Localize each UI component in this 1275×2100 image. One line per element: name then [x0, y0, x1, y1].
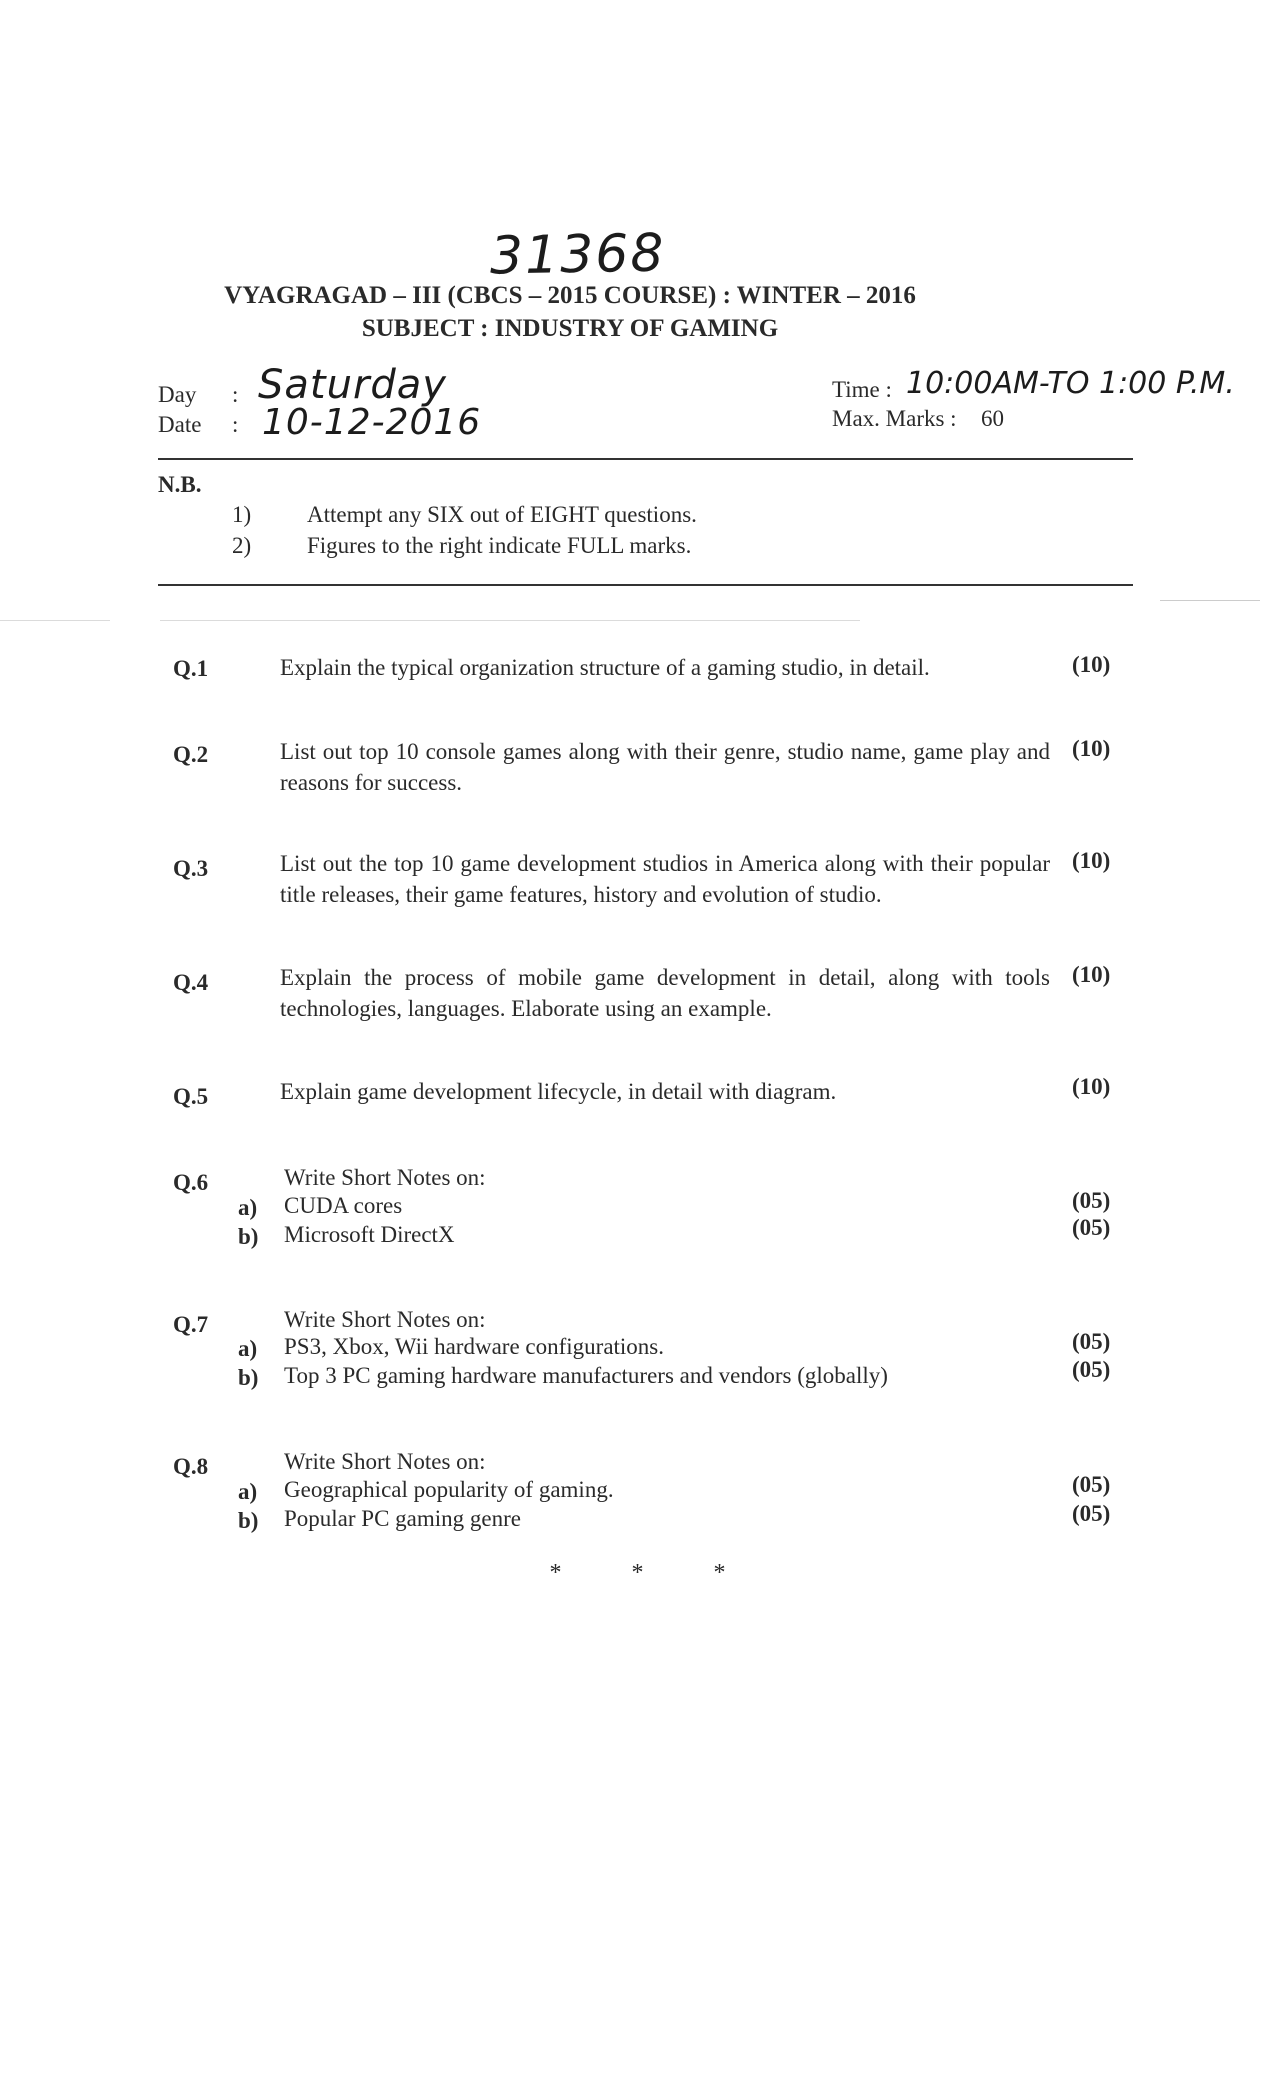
subject-title: SUBJECT : INDUSTRY OF GAMING — [361, 315, 779, 342]
subpart-text: Geographical popularity of gaming. — [284, 1477, 614, 1502]
subpart-text: PS3, Xbox, Wii hardware configurations. — [284, 1334, 665, 1359]
date-colon: : — [232, 412, 239, 437]
max-marks-value: 60 — [981, 406, 1004, 431]
subpart-label: b) — [238, 1508, 259, 1533]
question-marks: (10) — [1072, 848, 1111, 873]
subpart-marks: (05) — [1072, 1188, 1111, 1213]
subpart-marks: (05) — [1072, 1215, 1111, 1240]
question-text: Write Short Notes on: — [284, 1307, 486, 1332]
day-value: Saturday — [258, 362, 447, 408]
subpart-marks: (05) — [1072, 1329, 1111, 1354]
question-number: Q.4 — [173, 970, 209, 995]
question-marks: (10) — [1072, 652, 1111, 677]
subpart-marks: (05) — [1072, 1501, 1111, 1526]
question-marks: (10) — [1072, 1074, 1111, 1099]
question-text: Explain the typical organization structure of a gaming studio, in detail. — [280, 655, 930, 680]
question-number: Q.3 — [173, 856, 209, 881]
question-text: List out top 10 console games along with their genre, studio name, game play and reasons for success. — [280, 739, 1050, 795]
question-number: Q.1 — [173, 656, 209, 681]
subpart-text: CUDA cores — [284, 1193, 403, 1218]
subpart-marks: (05) — [1072, 1472, 1111, 1497]
instruction-number: 1) — [232, 502, 252, 527]
question-number: Q.5 — [173, 1084, 209, 1109]
paper-code: 31368 — [489, 223, 666, 287]
question-marks: (10) — [1072, 736, 1111, 761]
time-value: 10:00AM-TO 1:00 P.M. — [906, 366, 1235, 401]
time-label: Time : — [832, 377, 892, 402]
question-text: Explain game development lifecycle, in detail with diagram. — [280, 1079, 837, 1104]
date-label: Date — [158, 412, 202, 437]
date-value: 10-12-2016 — [262, 402, 482, 443]
instruction-number: 2) — [232, 533, 252, 558]
question-number: Q.8 — [173, 1454, 209, 1479]
question-text: List out the top 10 game development studios in America along with their popular title releases, their game features, history and evolution of studio. — [280, 851, 1050, 907]
scan-mark — [1160, 600, 1260, 601]
subpart-text: Microsoft DirectX — [284, 1222, 455, 1247]
scan-mark — [0, 620, 110, 621]
subpart-marks: (05) — [1072, 1357, 1111, 1382]
day-label: Day — [158, 382, 197, 407]
instruction-text: Attempt any SIX out of EIGHT questions. — [307, 502, 697, 527]
question-text: Write Short Notes on: — [284, 1165, 486, 1190]
subpart-label: a) — [238, 1479, 258, 1504]
end-of-paper-stars — [0, 1560, 1275, 1587]
question-marks: (10) — [1072, 962, 1111, 987]
subpart-label: b) — [238, 1224, 259, 1249]
question-text: Write Short Notes on: — [284, 1449, 486, 1474]
exam-title: VYAGRAGAD – III (CBCS – 2015 COURSE) : WINTER – 2016 — [224, 282, 916, 309]
scan-mark — [160, 620, 860, 621]
question-number: Q.2 — [173, 742, 209, 767]
subpart-text: Top 3 PC gaming hardware manufacturers and vendors (globally) — [284, 1363, 888, 1388]
question-number: Q.7 — [173, 1312, 209, 1337]
star-mark: * — [713, 1560, 726, 1586]
star-mark: * — [631, 1560, 644, 1586]
top-rule — [158, 458, 1133, 460]
subpart-label: a) — [238, 1195, 258, 1220]
subpart-label: b) — [238, 1365, 259, 1390]
subpart-text: Popular PC gaming genre — [284, 1506, 521, 1531]
subpart-label: a) — [238, 1336, 258, 1361]
question-number: Q.6 — [173, 1170, 209, 1195]
instruction-text: Figures to the right indicate FULL marks. — [307, 533, 692, 558]
nb-heading: N.B. — [158, 472, 202, 497]
star-mark: * — [549, 1560, 562, 1586]
question-text: Explain the process of mobile game development in detail, along with tools technologies, languages. Elaborate using an example. — [280, 965, 1050, 1021]
max-marks-label: Max. Marks : — [832, 406, 957, 431]
bottom-rule — [158, 584, 1133, 586]
day-colon: : — [232, 382, 239, 407]
